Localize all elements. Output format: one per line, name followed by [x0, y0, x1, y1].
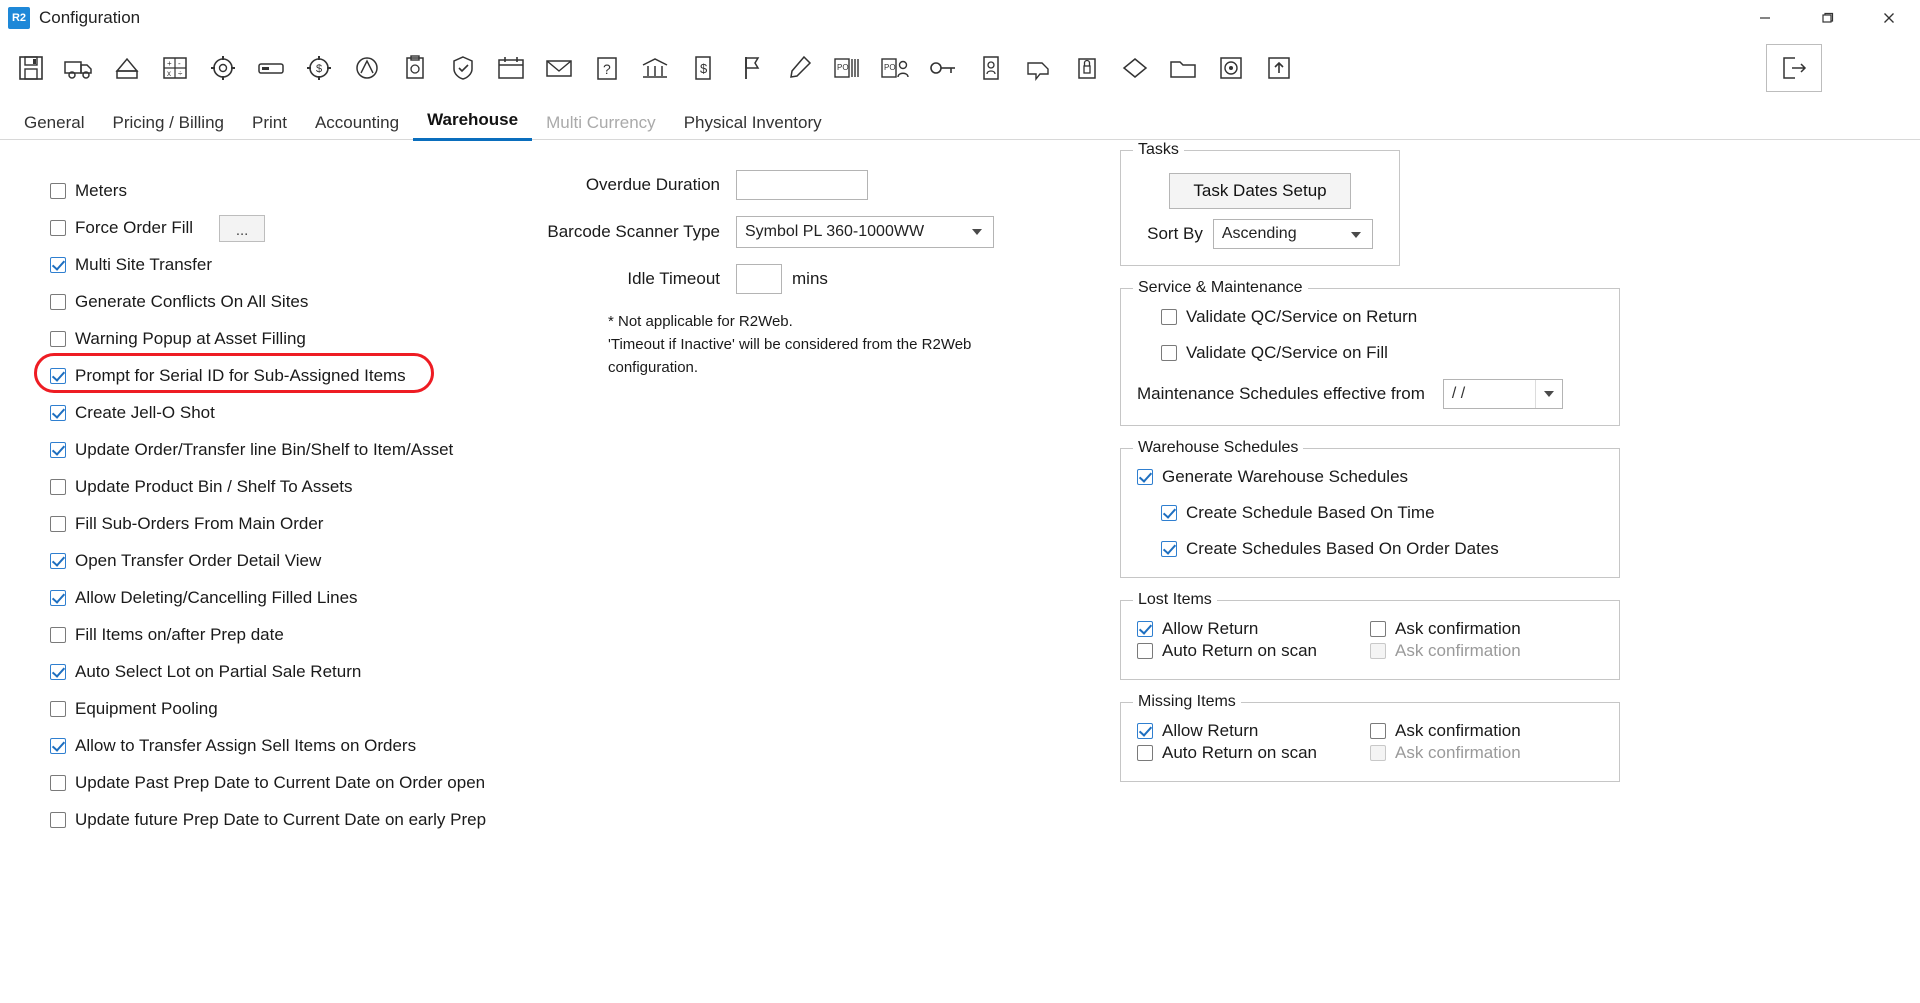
option-label: Prompt for Serial ID for Sub-Assigned Items	[75, 366, 406, 385]
lost-items-row-1	[1137, 619, 1603, 641]
key-icon[interactable]	[920, 45, 966, 91]
idle-timeout-input[interactable]	[736, 264, 782, 294]
warehouse-settings-panel	[0, 140, 1920, 960]
lost-ask-confirmation-2-row	[1370, 641, 1603, 661]
right-panel	[1120, 141, 1640, 804]
multi-site-transfer-checkbox[interactable]	[50, 257, 66, 273]
create-schedules-based-on-order-dates-checkbox[interactable]	[1161, 541, 1177, 557]
window-controls	[1734, 0, 1920, 36]
maintenance-effective-from-input[interactable]	[1443, 379, 1563, 409]
bar-icon[interactable]	[248, 45, 294, 91]
validate-qc-service-fill-checkbox[interactable]	[1161, 345, 1177, 361]
option-fill-sub-orders-from-main-order[interactable]	[50, 509, 570, 539]
option-label: Open Transfer Order Detail View	[75, 551, 322, 570]
tab-accounting[interactable]: Accounting	[314, 113, 400, 132]
close-button[interactable]	[1858, 0, 1920, 36]
option-label: Fill Items on/after Prep date	[75, 625, 284, 644]
save-icon[interactable]	[8, 45, 54, 91]
lost-items-col-right-1	[1370, 619, 1603, 641]
svg-text:-: -	[178, 59, 181, 68]
upload-icon[interactable]	[1256, 45, 1302, 91]
tab-bar	[0, 99, 1920, 140]
overdue-duration-row	[480, 170, 1040, 200]
barcode-scanner-type-select[interactable]	[736, 216, 994, 248]
option-allow-transfer-assign-sell-items[interactable]	[50, 731, 570, 761]
settings-disc-icon[interactable]	[1208, 45, 1254, 91]
tab-print[interactable]: Print	[251, 113, 287, 132]
timeout-note	[608, 310, 1040, 379]
toolbar	[0, 37, 1920, 99]
svg-text:+: +	[167, 59, 172, 68]
title-bar	[0, 0, 1920, 37]
gear-icon[interactable]	[200, 45, 246, 91]
missing-allow-return-row[interactable]	[1137, 721, 1370, 741]
lost-ask-confirmation-1-label: Ask confirmation	[1395, 619, 1521, 638]
missing-items-col-right-1	[1370, 721, 1603, 743]
truck-icon[interactable]	[56, 45, 102, 91]
validate-qc-service-on-fill-row[interactable]	[1161, 343, 1603, 363]
allow-deleting-filled-lines-checkbox[interactable]	[50, 590, 66, 606]
missing-items-col-left-1	[1137, 721, 1370, 743]
help-icon[interactable]	[584, 45, 630, 91]
tag-gun-icon[interactable]	[1016, 45, 1062, 91]
lost-items-group	[1120, 591, 1620, 680]
timeout-note-line1: * Not applicable for R2Web.	[608, 313, 793, 330]
create-schedules-based-on-order-dates-row[interactable]	[1161, 539, 1603, 559]
generate-warehouse-schedules-label: Generate Warehouse Schedules	[1162, 467, 1409, 486]
lost-ask-confirmation-2-checkbox	[1370, 643, 1386, 659]
open-transfer-order-detail-checkbox[interactable]	[50, 553, 66, 569]
update-past-prep-date-checkbox[interactable]	[50, 775, 66, 791]
clipboard-icon[interactable]	[392, 45, 438, 91]
validate-qc-service-on-return-row[interactable]	[1161, 307, 1603, 327]
idle-timeout-row	[480, 264, 1040, 294]
sort-by-value: Ascending	[1221, 225, 1297, 242]
option-update-product-bin-shelf-to-assets[interactable]	[50, 472, 570, 502]
option-label: Allow to Transfer Assign Sell Items on Orders	[75, 736, 417, 755]
lost-ask-confirmation-2-label: Ask confirmation	[1395, 641, 1521, 660]
option-label: Generate Conflicts On All Sites	[75, 292, 309, 311]
lock-icon[interactable]	[1064, 45, 1110, 91]
option-label: Warning Popup at Asset Filling	[75, 329, 306, 348]
validate-qc-service-fill-label: Validate QC/Service on Fill	[1186, 343, 1388, 362]
update-order-transfer-line-checkbox[interactable]	[50, 442, 66, 458]
barcode-scanner-type-value: Symbol PL 360-1000WW	[745, 223, 925, 240]
missing-auto-return-on-scan-row[interactable]	[1137, 743, 1370, 763]
chevron-down-icon[interactable]	[961, 217, 993, 247]
generate-conflicts-checkbox[interactable]	[50, 294, 66, 310]
timeout-note-line2: 'Timeout if Inactive' will be considered from the R2Web configuration.	[608, 336, 972, 376]
lost-items-legend: Lost Items	[1133, 591, 1217, 609]
update-future-prep-date-checkbox[interactable]	[50, 812, 66, 828]
overdue-duration-label: Overdue Duration	[585, 175, 720, 194]
sort-by-row	[1137, 219, 1383, 249]
update-product-bin-checkbox[interactable]	[50, 479, 66, 495]
svg-text:x: x	[167, 69, 171, 78]
service-maintenance-legend: Service & Maintenance	[1133, 279, 1308, 297]
missing-ask-confirmation-1-checkbox[interactable]	[1370, 723, 1386, 739]
missing-items-col-right-2	[1370, 743, 1603, 765]
idle-timeout-label: Idle Timeout	[627, 269, 720, 288]
tab-multi-currency: Multi Currency	[546, 113, 656, 132]
option-label: Allow Deleting/Cancelling Filled Lines	[75, 588, 358, 607]
tab-physical-inventory[interactable]: Physical Inventory	[683, 113, 822, 132]
envelope-icon[interactable]	[536, 45, 582, 91]
missing-ask-confirmation-2-row	[1370, 743, 1603, 763]
validate-qc-service-return-label: Validate QC/Service on Return	[1186, 307, 1418, 326]
force-order-fill-more-button[interactable]: ...	[219, 215, 265, 242]
warehouse-schedules-group	[1120, 439, 1620, 578]
option-label: Meters	[75, 181, 127, 200]
lost-auto-return-on-scan-checkbox[interactable]	[1137, 643, 1153, 659]
shield-check-icon[interactable]	[440, 45, 486, 91]
option-label: Equipment Pooling	[75, 699, 218, 718]
option-update-past-prep-date[interactable]	[50, 768, 570, 798]
allow-transfer-assign-sell-items-checkbox[interactable]	[50, 738, 66, 754]
lost-allow-return-row[interactable]	[1137, 619, 1370, 639]
missing-allow-return-checkbox[interactable]	[1137, 723, 1153, 739]
bank-icon[interactable]	[632, 45, 678, 91]
lost-allow-return-checkbox[interactable]	[1137, 621, 1153, 637]
minimize-button[interactable]	[1734, 0, 1796, 36]
warehouse-schedules-legend: Warehouse Schedules	[1133, 439, 1303, 457]
missing-ask-confirmation-1-label: Ask confirmation	[1395, 721, 1521, 740]
svg-text:?: ?	[603, 61, 611, 77]
lost-auto-return-on-scan-row[interactable]	[1137, 641, 1370, 661]
tab-warehouse[interactable]: Warehouse	[413, 110, 532, 141]
generate-warehouse-schedules-row[interactable]	[1137, 467, 1603, 487]
tasks-group	[1120, 141, 1400, 266]
create-schedule-based-on-time-checkbox[interactable]	[1161, 505, 1177, 521]
lost-items-row-2	[1137, 641, 1603, 663]
missing-auto-return-on-scan-checkbox[interactable]	[1137, 745, 1153, 761]
option-fill-items-on-after-prep-date[interactable]	[50, 620, 570, 650]
create-schedule-based-on-time-row[interactable]	[1161, 503, 1603, 523]
missing-items-group	[1120, 693, 1620, 782]
svg-text:÷: ÷	[178, 69, 183, 78]
flag-icon[interactable]	[728, 45, 774, 91]
svg-text:$: $	[316, 63, 323, 75]
option-equipment-pooling[interactable]	[50, 694, 570, 724]
po-barcode-icon[interactable]	[824, 45, 870, 91]
lost-items-col-left-1	[1137, 619, 1370, 641]
money-gear-icon[interactable]	[296, 45, 342, 91]
svg-text:$: $	[700, 61, 708, 76]
missing-items-row-2	[1137, 743, 1603, 765]
create-schedules-based-on-order-dates-label: Create Schedules Based On Order Dates	[1186, 539, 1499, 558]
lost-auto-return-on-scan-label: Auto Return on scan	[1162, 641, 1317, 660]
brush-icon[interactable]	[776, 45, 822, 91]
printer-icon[interactable]	[104, 45, 150, 91]
option-auto-select-lot-on-partial-sale-return[interactable]	[50, 657, 570, 687]
exit-icon[interactable]	[1766, 44, 1822, 92]
missing-items-legend: Missing Items	[1133, 693, 1241, 711]
calculator-icon[interactable]	[152, 45, 198, 91]
equipment-pooling-checkbox[interactable]	[50, 701, 66, 717]
folder-icon[interactable]	[1160, 45, 1206, 91]
calendar-icon[interactable]	[488, 45, 534, 91]
barcode-scanner-type-row	[480, 216, 1040, 248]
overdue-duration-input[interactable]	[736, 170, 868, 200]
po-person-icon[interactable]	[872, 45, 918, 91]
lost-ask-confirmation-1-row[interactable]	[1370, 619, 1603, 639]
lost-items-col-left-2	[1137, 641, 1370, 663]
diamond-icon[interactable]	[1112, 45, 1158, 91]
option-label: Multi Site Transfer	[75, 255, 212, 274]
option-label: Force Order Fill	[75, 218, 194, 237]
sort-by-label: Sort By	[1147, 224, 1203, 243]
chevron-down-icon[interactable]	[1535, 380, 1562, 408]
app-logo: R2	[8, 7, 30, 29]
create-jell-o-shot-checkbox[interactable]	[50, 405, 66, 421]
svg-text:PO: PO	[837, 63, 849, 72]
tab-pricing-billing[interactable]: Pricing / Billing	[112, 113, 224, 132]
warning-popup-checkbox[interactable]	[50, 331, 66, 347]
missing-items-row-1	[1137, 721, 1603, 743]
idle-timeout-unit: mins	[792, 269, 828, 288]
option-label: Update Product Bin / Shelf To Assets	[75, 477, 353, 496]
lost-allow-return-label: Allow Return	[1162, 619, 1259, 638]
missing-ask-confirmation-2-label: Ask confirmation	[1395, 743, 1521, 762]
option-label: Auto Select Lot on Partial Sale Return	[75, 662, 362, 681]
service-maintenance-group	[1120, 279, 1620, 426]
tab-general[interactable]: General	[24, 113, 85, 132]
prompt-serial-id-checkbox[interactable]	[50, 368, 66, 384]
fill-sub-orders-checkbox[interactable]	[50, 516, 66, 532]
missing-auto-return-on-scan-label: Auto Return on scan	[1162, 743, 1317, 762]
id-card-icon[interactable]	[968, 45, 1014, 91]
auto-select-lot-checkbox[interactable]	[50, 664, 66, 680]
option-label: Create Jell-O Shot	[75, 403, 215, 422]
lost-ask-confirmation-1-checkbox[interactable]	[1370, 621, 1386, 637]
window-title: Configuration	[39, 8, 141, 27]
barcode-scanner-type-label: Barcode Scanner Type	[547, 222, 720, 241]
meters-checkbox[interactable]	[50, 183, 66, 199]
validate-qc-service-return-checkbox[interactable]	[1161, 309, 1177, 325]
missing-ask-confirmation-1-row[interactable]	[1370, 721, 1603, 741]
lost-items-col-right-2	[1370, 641, 1603, 663]
maintenance-effective-from-label: Maintenance Schedules effective from	[1137, 384, 1425, 403]
scales-icon[interactable]	[344, 45, 390, 91]
option-create-jell-o-shot[interactable]	[50, 398, 570, 428]
task-dates-setup-button[interactable]: Task Dates Setup	[1169, 173, 1351, 209]
option-label: Update Order/Transfer line Bin/Shelf to Item/Asset	[75, 440, 454, 459]
dollar-doc-icon[interactable]	[680, 45, 726, 91]
tab-group	[10, 108, 836, 139]
maintenance-effective-from-row	[1137, 379, 1603, 409]
option-label: Fill Sub-Orders From Main Order	[75, 514, 324, 533]
option-label: Update future Prep Date to Current Date on early Prep	[75, 810, 487, 829]
generate-warehouse-schedules-checkbox[interactable]	[1137, 469, 1153, 485]
missing-items-col-left-2	[1137, 743, 1370, 765]
restore-button[interactable]	[1796, 0, 1858, 36]
option-update-future-prep-date[interactable]	[50, 805, 570, 835]
warehouse-fields	[480, 170, 1040, 379]
fill-items-prep-date-checkbox[interactable]	[50, 627, 66, 643]
missing-allow-return-label: Allow Return	[1162, 721, 1259, 740]
force-order-fill-checkbox[interactable]	[50, 220, 66, 236]
create-schedule-based-on-time-label: Create Schedule Based On Time	[1186, 503, 1435, 522]
tasks-legend: Tasks	[1133, 141, 1184, 159]
maintenance-effective-from-value: / /	[1451, 385, 1466, 402]
option-update-order-transfer-line-bin-shelf[interactable]	[50, 435, 570, 465]
sort-by-select[interactable]	[1213, 219, 1373, 249]
option-allow-deleting-cancelling-filled-lines[interactable]	[50, 583, 570, 613]
missing-ask-confirmation-2-checkbox	[1370, 745, 1386, 761]
option-label: Update Past Prep Date to Current Date on Order open	[75, 773, 486, 792]
option-open-transfer-order-detail-view[interactable]	[50, 546, 570, 576]
svg-text:PO: PO	[884, 63, 896, 72]
chevron-down-icon[interactable]	[1340, 220, 1372, 250]
